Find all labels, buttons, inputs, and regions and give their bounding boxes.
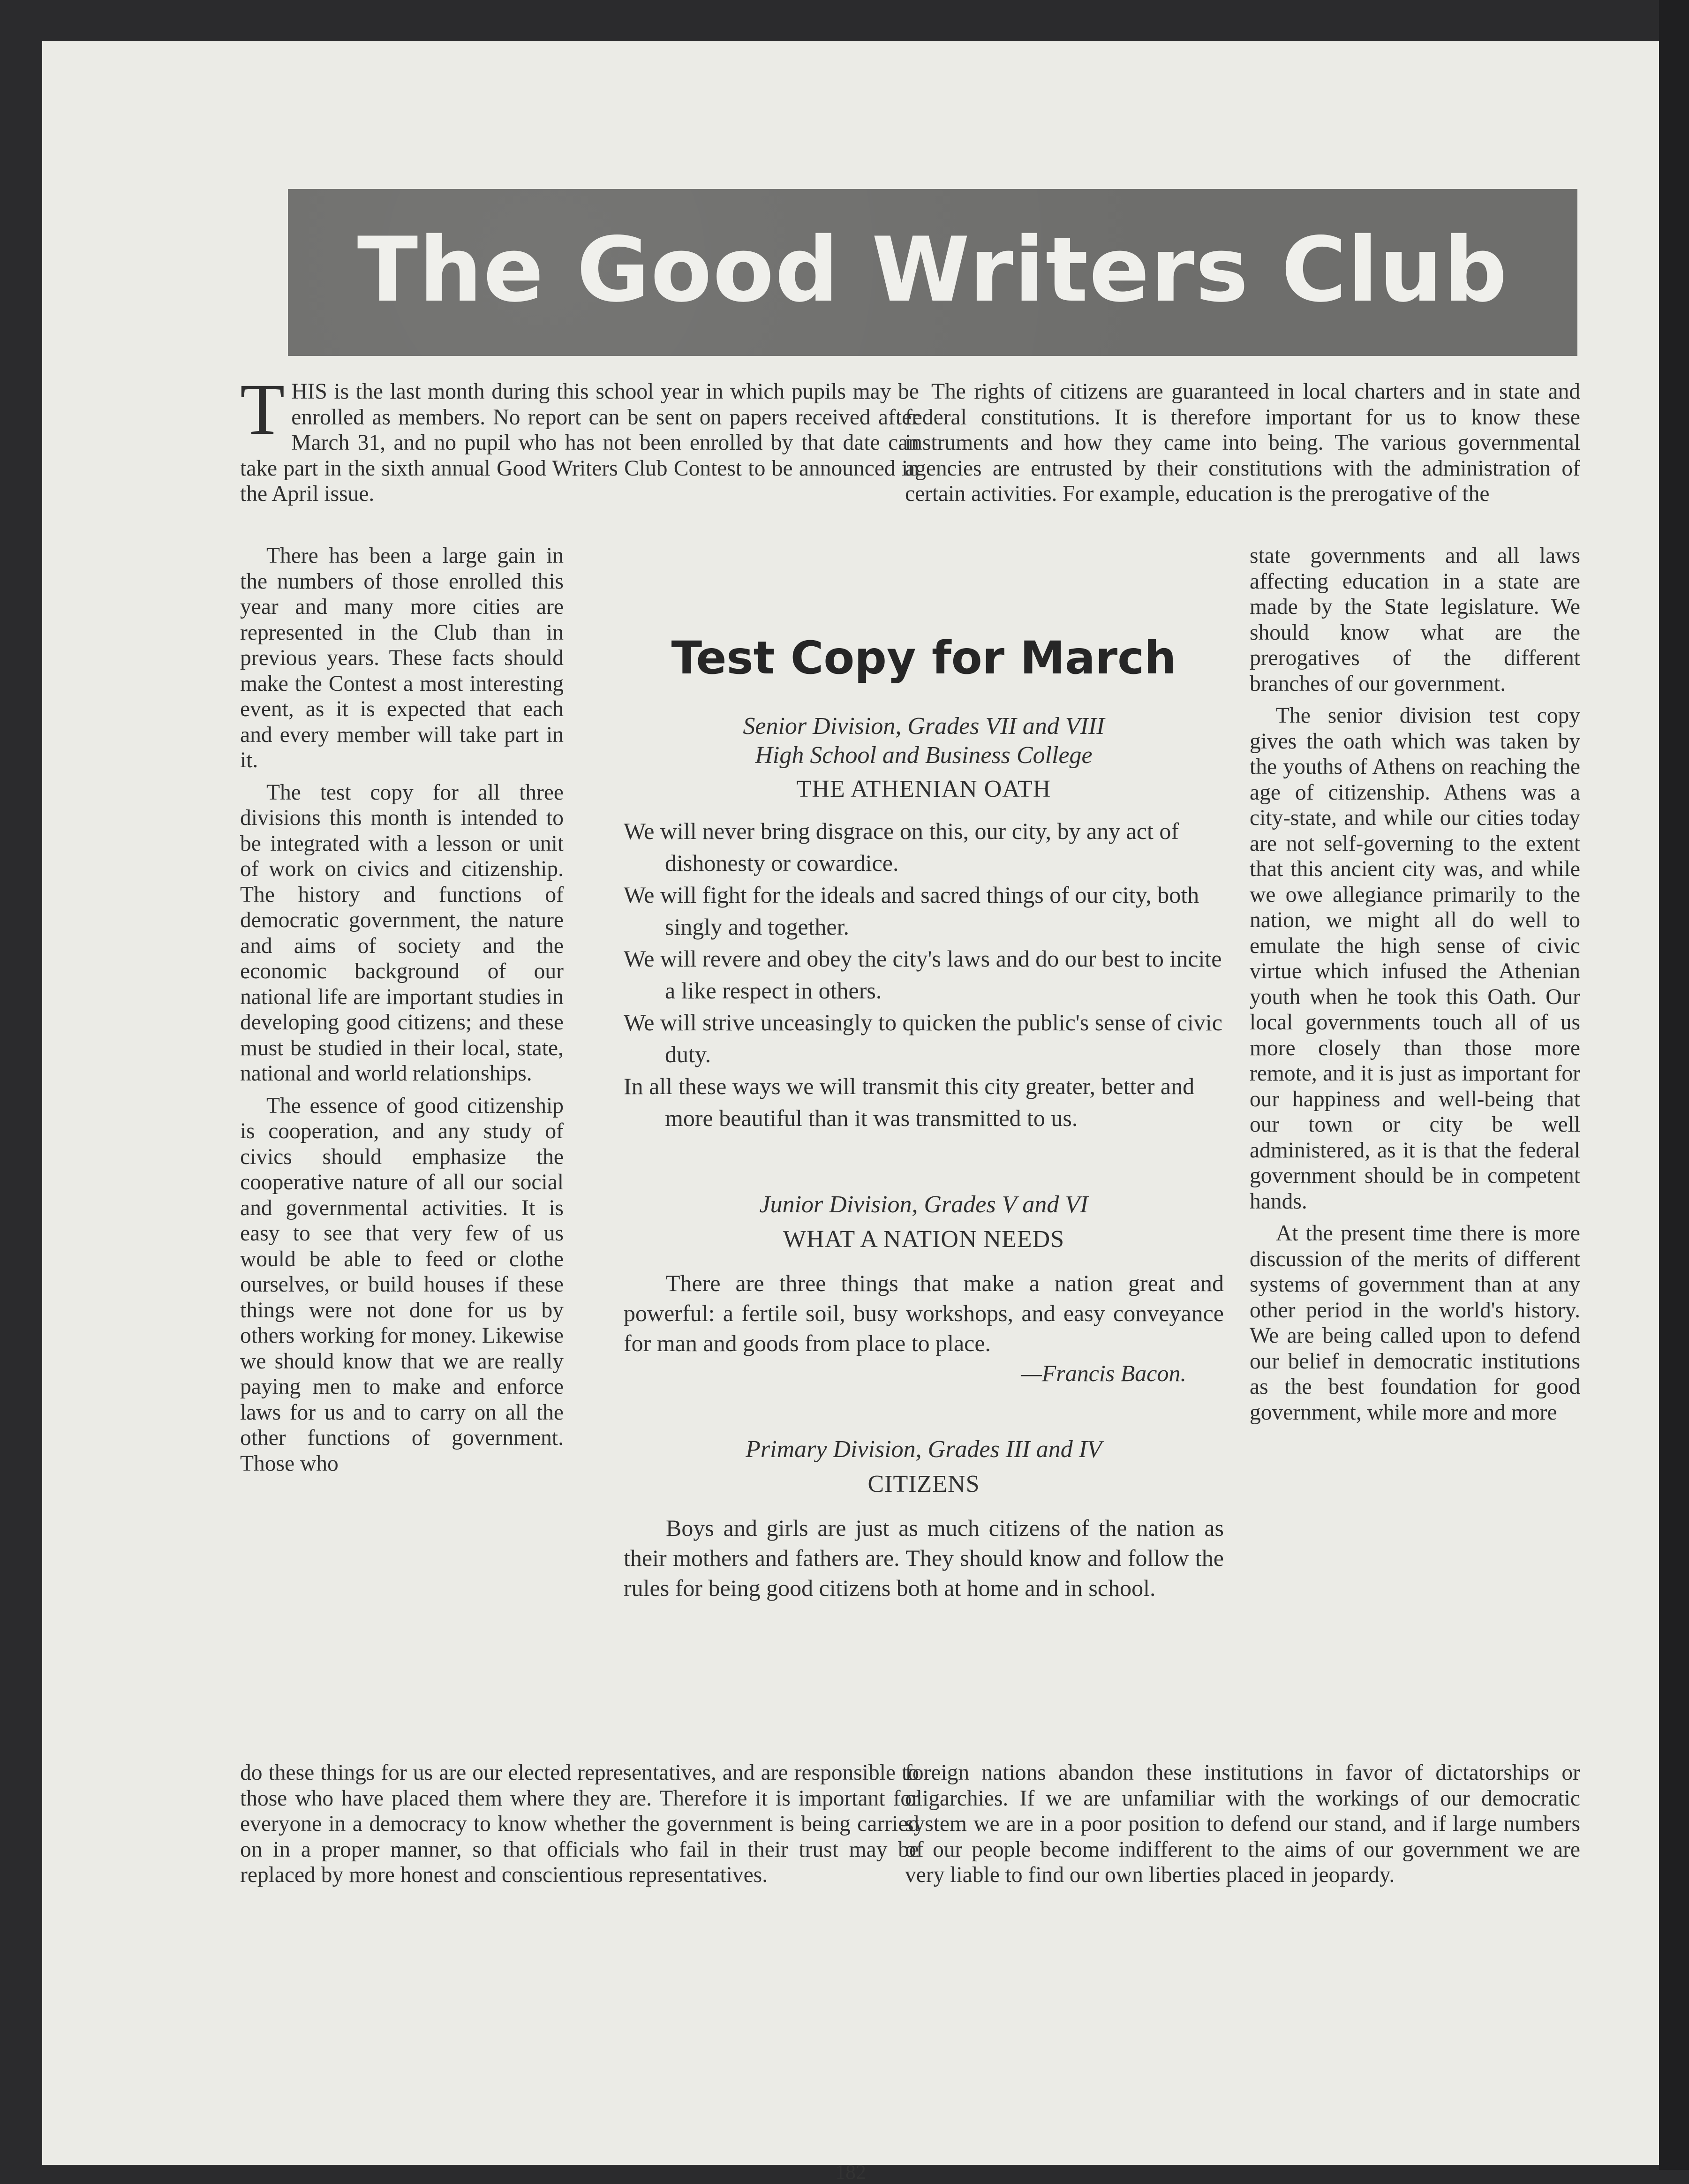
bacon-quote: There are three things that make a nation great and powerful: a fertile soil, busy workshops, and easy conveyance for man and goods from place to place.	[624, 1270, 1224, 1356]
page-number: 182	[835, 2161, 866, 2184]
athenian-oath-heading: THE ATHENIAN OATH	[796, 776, 1051, 802]
paragraph-enrollment: There has been a large gain in the numbers of those enrolled this year and many more cities are represented in the Club than in previous years. These facts should make the Contest a most interesting event, as it is expected that each and every member will take part in it.	[240, 544, 564, 772]
paragraph-representatives: do these things for us are our elected representatives, and are responsible to those who have placed them where they are. Therefore it is important for everyone in a democracy to know whether the government is being carried on in a proper manner, so that officials who fail in their trust may be replaced by more honest and conscientious representatives.	[240, 1761, 919, 1887]
title-banner	[288, 189, 1577, 356]
oath-line-5: In all these ways we will transmit this city greater, better and more beautiful than it was transmitted to us.	[624, 1073, 1195, 1131]
drop-cap: T	[240, 369, 285, 450]
page-title: The Good Writers Club	[357, 218, 1508, 322]
intro-text: HIS is the last month during this school year in which pupils may be enrolled as members. No report can be sent on papers received after March 31, and no pupil who has not been enrolled by that date can take part in the sixth annual Good Writers Club Contest to be announced in the April issue.	[240, 379, 919, 506]
right-top-paragraph	[905, 379, 1580, 507]
primary-division-label: Primary Division, Grades III and IV	[746, 1436, 1102, 1463]
paragraph-systems: At the present time there is more discussion of the merits of different systems of government than at any other period in the world's history. We are being called upon to defend our belief in democratic institutions as the best foundation for good government, while more and more	[1250, 1221, 1580, 1425]
paragraph-athenian-oath: The senior division test copy gives the oath which was taken by the youths of Athens on reaching the age of citizenship. Athens was a city-state, and while our cities today are not self-governing to the extent that this ancient city was, and while we owe allegiance primarily to the nation, we might all do well to emulate the high sense of civic virtue which infused the Athenian youth when he took this Oath. Our local governments touch all of us more closely than those more remote, and it is just as important for our happiness and well-being that our town or city be well administered, as it is that the federal government should be in competent hands.	[1250, 703, 1580, 1214]
citizens-text: Boys and girls are just as much citizens of the nation as their mothers and fathers are. They should know and follow the rules for being good citizens both at home and in school.	[624, 1515, 1224, 1601]
intro-paragraph	[240, 369, 919, 507]
paragraph-rights: The rights of citizens are guaranteed in local charters and in state and federal constitutions. It is therefore important for us to know these instruments and how they came into being. The various governmental agencies are entrusted by their constitutions with the administration of certain activities. For example, education is the prerogative of the	[905, 379, 1580, 506]
right-narrow-column	[1250, 543, 1580, 1425]
nation-needs-heading: WHAT A NATION NEEDS	[783, 1226, 1065, 1253]
paragraph-citizenship: The essence of good citizenship is cooperation, and any study of civics should emphasize the cooperative nature of all our social and governmental activities. It is easy to see that very few of us would be able to feed or clothe ourselves, or build houses if these things were not done for us by others working for money. Likewise we should know that we are really paying men to make and enforce laws for us and to carry on all the other functions of government. Those who	[240, 1093, 564, 1476]
left-bottom-paragraph	[240, 1760, 919, 1888]
senior-division-label: Senior Division, Grades VII and VIII	[743, 713, 1105, 740]
paragraph-test-copy: The test copy for all three divisions this month is intended to be integrated with a lesson or unit of work on civics and citizenship. The history and functions of democratic government, the nature and aims of society and the economic background of our national life are important studies in developing good citizens; and these must be studied in their local, state, national and world relationships.	[240, 780, 564, 1086]
right-bottom-paragraph	[905, 1760, 1580, 1888]
paragraph-state-governments: state governments and all laws affecting education in a state are made by the State legislature. We should know what are the prerogatives of the different branches of our government.	[1250, 544, 1580, 696]
oath-line-3: We will revere and obey the city's laws and do our best to incite a like respect in others.	[624, 945, 1222, 1004]
test-copy-box	[624, 632, 1224, 1776]
magazine-page	[42, 41, 1659, 2184]
citizens-heading: CITIZENS	[867, 1471, 980, 1497]
oath-line-2: We will fight for the ideals and sacred things of our city, both singly and together.	[624, 882, 1199, 940]
junior-division-label: Junior Division, Grades V and VI	[759, 1191, 1088, 1218]
oath-line-4: We will strive unceasingly to quicken the public's sense of civic duty.	[624, 1009, 1222, 1067]
oath-line-1: We will never bring disgrace on this, our city, by any act of dishonesty or cowardice.	[624, 818, 1179, 876]
senior-division-label-2: High School and Business College	[755, 742, 1093, 769]
paragraph-dictatorships: foreign nations abandon these institutions in favor of dictatorships or oligarchies. If we are unfamiliar with the workings of our democratic system we are in a poor position to defend our stand, and if large numbers of our people become indifferent to the aims of our government we are very liable to find our own liberties placed in jeopardy.	[905, 1761, 1580, 1887]
binding-edge	[1659, 0, 1689, 2170]
quote-author: —Francis Bacon.	[1021, 1360, 1186, 1386]
test-copy-title: Test Copy for March	[671, 632, 1176, 684]
left-narrow-column	[240, 543, 564, 1476]
